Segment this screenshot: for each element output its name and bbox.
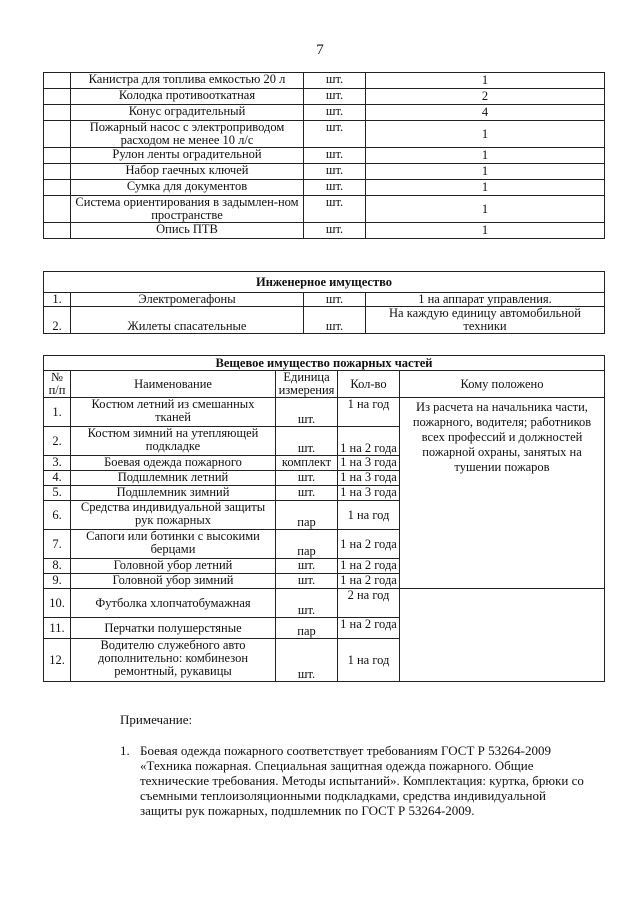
item-unit: шт. xyxy=(304,73,366,89)
note-item xyxy=(120,743,590,818)
item-unit: шт. xyxy=(276,559,338,574)
item-unit: шт. xyxy=(304,89,366,105)
row-number: 5. xyxy=(44,486,71,501)
item-qty: 1 xyxy=(366,196,605,223)
item-qty: 1 на год xyxy=(338,501,400,530)
equipment-continuation-table xyxy=(43,72,605,239)
item-unit: шт. xyxy=(276,574,338,589)
item-unit: шт. xyxy=(304,293,366,307)
item-name: Пожарный насос с электроприводом расходом не менее 10 л/с xyxy=(71,121,304,148)
item-name: Водителю служебного авто дополнительно: комбинезон ремонтный, рукавицы xyxy=(71,639,276,682)
item-unit: шт. xyxy=(304,196,366,223)
item-name: Футболка хлопчатобумажная xyxy=(71,589,276,618)
item-unit: шт. xyxy=(276,486,338,501)
table-row xyxy=(44,589,605,618)
item-unit: шт. xyxy=(304,121,366,148)
item-name: Электромегафоны xyxy=(71,293,304,307)
item-qty: 1 на 2 года xyxy=(338,427,400,456)
header-unit: Единица измерения xyxy=(276,371,338,398)
table-title: Инженерное имущество xyxy=(44,272,605,293)
row-number: 12. xyxy=(44,639,71,682)
row-number: 4. xyxy=(44,471,71,486)
item-name: Боевая одежда пожарного xyxy=(71,456,276,471)
item-name: Рулон ленты оградительной xyxy=(71,148,304,164)
table-row xyxy=(44,293,605,307)
item-unit: шт. xyxy=(276,427,338,456)
item-qty: 1 на 2 года xyxy=(338,530,400,559)
table-row xyxy=(44,398,605,427)
item-qty: 1 на 2 года xyxy=(338,559,400,574)
table-row xyxy=(44,164,605,180)
header-who: Кому положено xyxy=(400,371,605,398)
item-unit: шт. xyxy=(276,398,338,427)
item-name: Жилеты спасательные xyxy=(71,307,304,334)
item-unit: шт. xyxy=(304,148,366,164)
row-number: 9. xyxy=(44,574,71,589)
table-row xyxy=(44,73,605,89)
item-qty: 1 xyxy=(366,73,605,89)
item-name: Костюм летний из смешанных тканей xyxy=(71,398,276,427)
item-qty: 1 xyxy=(366,121,605,148)
item-qty: 1 на аппарат управления. xyxy=(366,293,605,307)
item-unit: шт. xyxy=(304,307,366,334)
table-row xyxy=(44,148,605,164)
item-qty: 1 на 2 года xyxy=(338,574,400,589)
item-unit: шт. xyxy=(304,164,366,180)
clothing-property-table xyxy=(43,355,605,682)
table-row xyxy=(44,180,605,196)
item-name: Костюм зимний на утепляющей подкладке xyxy=(71,427,276,456)
item-qty: 1 на год xyxy=(338,398,400,427)
note-text: Боевая одежда пожарного соответствует требованиям ГОСТ Р 53264-2009 «Техника пожарная. Специальная защитная одежда пожарного. Общие технические требования. Методы испытаний». Комплектация: куртка, брюки со съемными теплоизоляционными подкладками, средства индивидуальной защиты рук пожарных, подшлемник по ГОСТ Р 53264-2009. xyxy=(140,743,584,818)
table-row xyxy=(44,89,605,105)
row-number: 8. xyxy=(44,559,71,574)
item-name: Подшлемник зимний xyxy=(71,486,276,501)
header-num: № п/п xyxy=(44,371,71,398)
item-name: Головной убор летний xyxy=(71,559,276,574)
item-qty: 1 на год xyxy=(338,639,400,682)
item-unit: шт. xyxy=(304,180,366,196)
table-row xyxy=(44,121,605,148)
item-name: Канистра для топлива емкостью 20 л xyxy=(71,73,304,89)
item-unit: пар xyxy=(276,501,338,530)
item-name: Набор гаечных ключей xyxy=(71,164,304,180)
row-number: 10. xyxy=(44,589,71,618)
row-number: 7. xyxy=(44,530,71,559)
row-number: 2. xyxy=(44,427,71,456)
entitled-to-empty xyxy=(400,589,605,682)
item-name: Конус оградительный xyxy=(71,105,304,121)
item-unit: шт. xyxy=(276,589,338,618)
item-name: Сапоги или ботинки с высокими берцами xyxy=(71,530,276,559)
item-unit: пар xyxy=(276,618,338,639)
item-name: Сумка для документов xyxy=(71,180,304,196)
engineering-property-table xyxy=(43,271,605,334)
item-qty: 1 на 3 года xyxy=(338,471,400,486)
item-unit: пар xyxy=(276,530,338,559)
table-row xyxy=(44,307,605,334)
item-name: Средства индивидуальной защиты рук пожарных xyxy=(71,501,276,530)
item-qty: 1 xyxy=(366,148,605,164)
item-name: Опись ПТВ xyxy=(71,223,304,239)
row-number: 6. xyxy=(44,501,71,530)
row-number: 11. xyxy=(44,618,71,639)
note-number: 1. xyxy=(120,743,130,758)
item-qty: 1 на 3 года xyxy=(338,486,400,501)
item-unit: шт. xyxy=(276,471,338,486)
item-qty: 4 xyxy=(366,105,605,121)
table-row xyxy=(44,105,605,121)
item-unit: комплект xyxy=(276,456,338,471)
row-number: 1. xyxy=(44,398,71,427)
table-row xyxy=(44,196,605,223)
page-number: 7 xyxy=(316,42,324,58)
item-qty: 1 на 3 года xyxy=(338,456,400,471)
item-qty: 1 на 2 года xyxy=(338,618,400,639)
item-qty: 2 xyxy=(366,89,605,105)
item-qty: 2 на год xyxy=(338,589,400,618)
item-name: Головной убор зимний xyxy=(71,574,276,589)
header-name: Наименование xyxy=(71,371,276,398)
row-number: 1. xyxy=(44,293,71,307)
item-qty: На каждую единицу автомобильной техники xyxy=(366,307,605,334)
item-qty: 1 xyxy=(366,180,605,196)
item-name: Подшлемник летний xyxy=(71,471,276,486)
table-title: Вещевое имущество пожарных частей xyxy=(44,356,605,371)
note-heading: Примечание: xyxy=(120,712,193,727)
item-name: Перчатки полушерстяные xyxy=(71,618,276,639)
item-name: Система ориентирования в задымлен-ном пространстве xyxy=(71,196,304,223)
item-qty: 1 xyxy=(366,223,605,239)
table-row xyxy=(44,223,605,239)
row-number: 2. xyxy=(44,307,71,334)
item-unit: шт. xyxy=(276,639,338,682)
item-qty: 1 xyxy=(366,164,605,180)
item-name: Колодка противооткатная xyxy=(71,89,304,105)
item-unit: шт. xyxy=(304,223,366,239)
item-unit: шт. xyxy=(304,105,366,121)
header-qty: Кол-во xyxy=(338,371,400,398)
row-number: 3. xyxy=(44,456,71,471)
entitled-to: Из расчета на начальника части, пожарного, водителя; работников всех профессий и должностей пожарной охраны, занятых на тушении пожаров xyxy=(400,398,605,589)
